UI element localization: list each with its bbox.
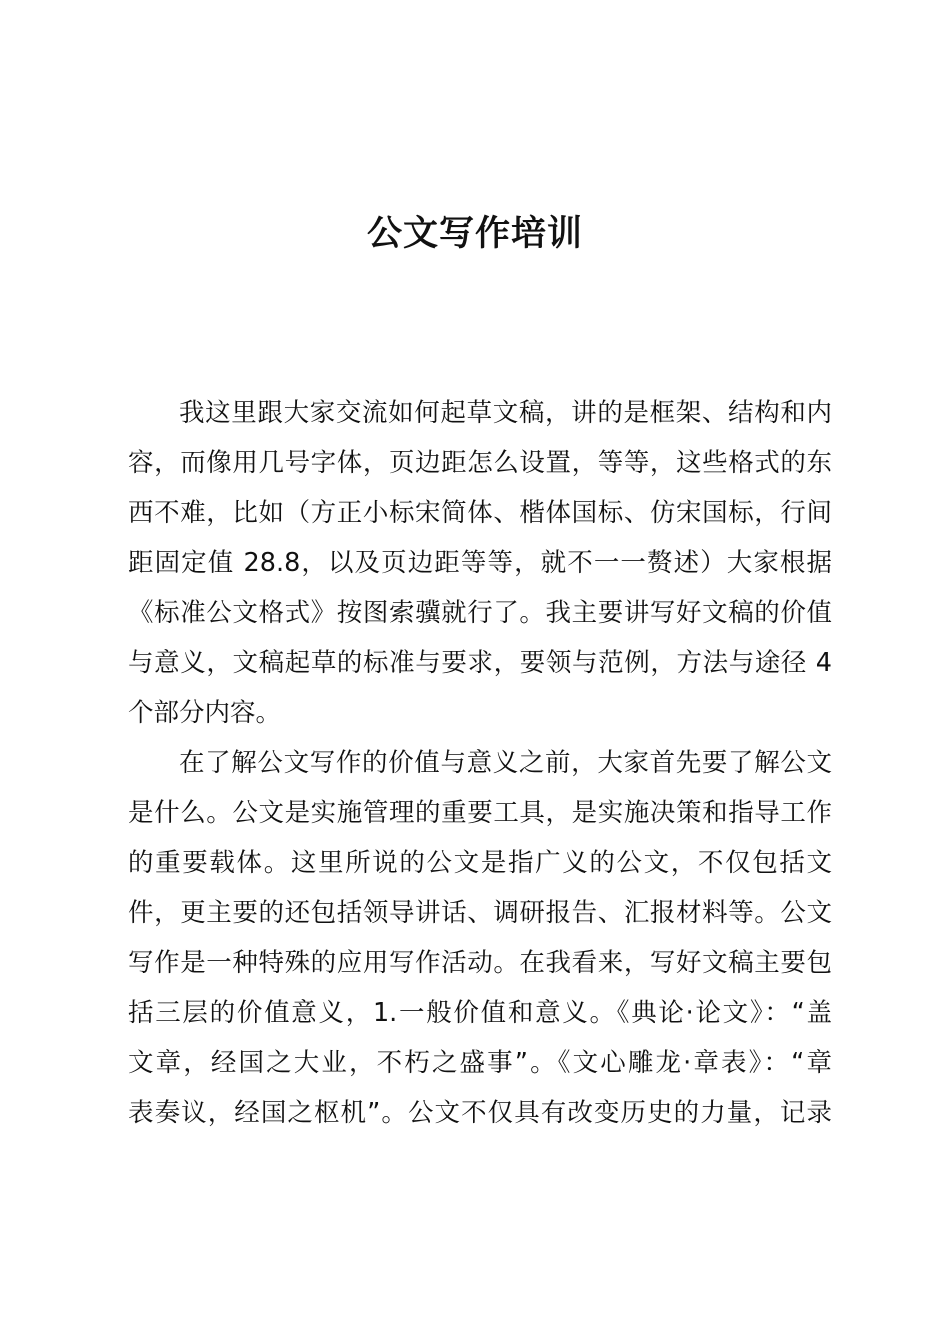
text-line: 的重要载体。这里所说的公文是指广义的公文，不仅包括文 — [128, 848, 832, 878]
text-line: 容，而像用几号字体，页边距怎么设置，等等，这些格式的东 — [128, 448, 832, 478]
text-line: 距固定值 28.8，以及页边距等等，就不一一赘述）大家根据 — [128, 548, 832, 578]
text-line: 《标准公文格式》按图索骥就行了。我主要讲写好文稿的价值 — [128, 598, 832, 628]
text-line: 在了解公文写作的价值与意义之前，大家首先要了解公文 — [179, 748, 832, 778]
document-body — [128, 388, 832, 1138]
text-line: 文章，经国之大业，不朽之盛事”。《文心雕龙·章表》：“章 — [128, 1048, 832, 1078]
text-line: 与意义，文稿起草的标准与要求，要领与范例，方法与途径 4 — [128, 648, 832, 678]
text-line: 个部分内容。 — [128, 698, 282, 728]
document-title: 公文写作培训 — [366, 213, 583, 254]
text-line: 西不难，比如（方正小标宋简体、楷体国标、仿宋国标，行间 — [128, 498, 832, 528]
text-line: 我这里跟大家交流如何起草文稿，讲的是框架、结构和内 — [179, 398, 832, 428]
text-line: 件，更主要的还包括领导讲话、调研报告、汇报材料等。公文 — [128, 898, 832, 928]
paragraph-1 — [128, 388, 832, 738]
text-line: 表奏议，经国之枢机”。公文不仅具有改变历史的力量，记录 — [128, 1098, 832, 1128]
text-line: 写作是一种特殊的应用写作活动。在我看来，写好文稿主要包 — [128, 948, 832, 978]
text-line: 括三层的价值意义，1.一般价值和意义。《典论·论文》：“盖 — [128, 998, 832, 1028]
paragraph-2 — [128, 738, 832, 1138]
text-line: 是什么。公文是实施管理的重要工具，是实施决策和指导工作 — [128, 798, 832, 828]
